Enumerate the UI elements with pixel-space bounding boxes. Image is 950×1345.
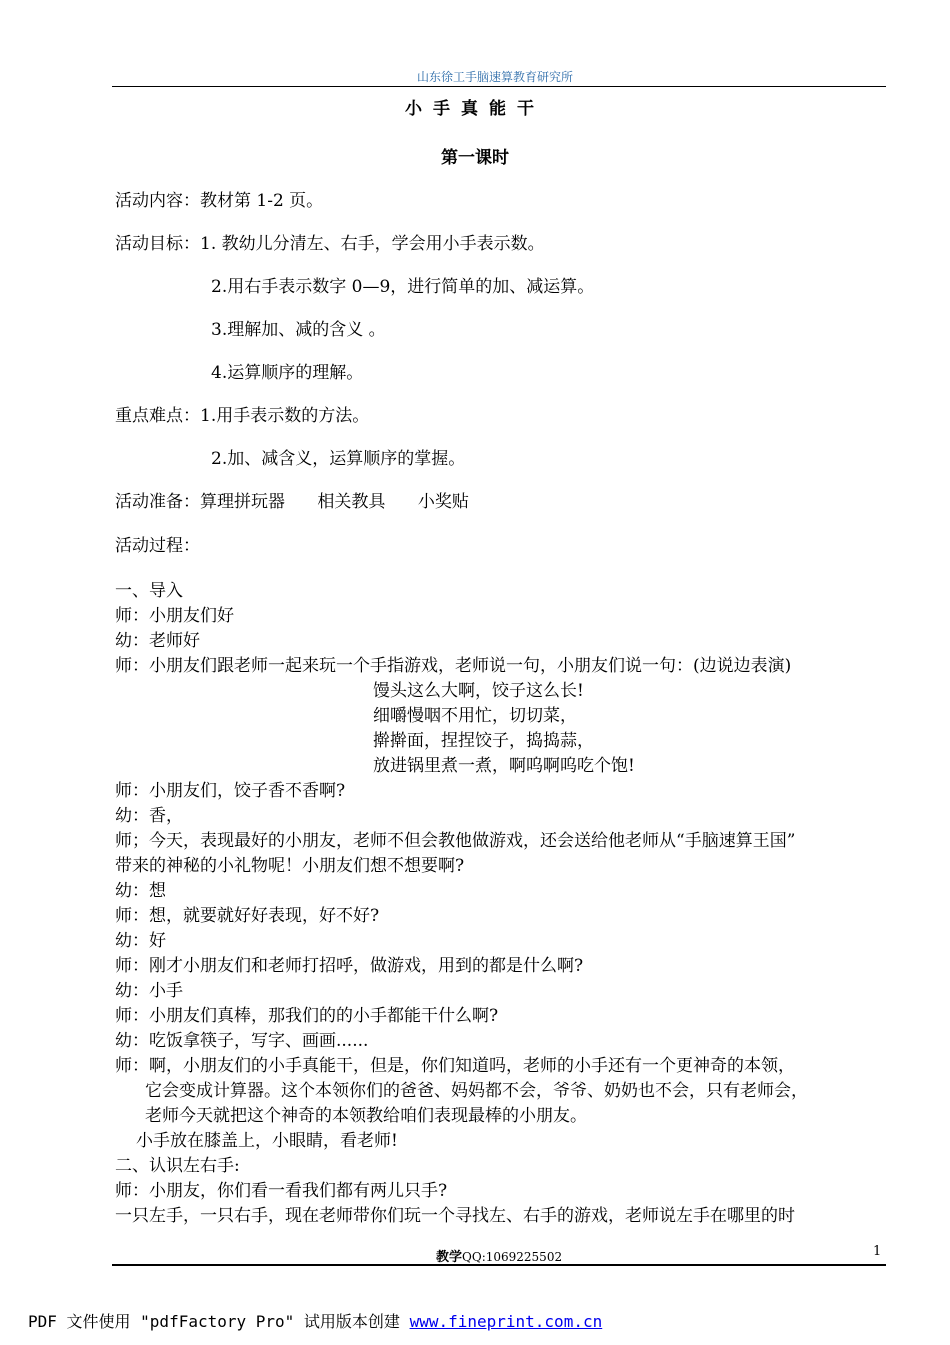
header-org: 山东徐工手脑速算教育研究所 [416,70,573,84]
dialogue-line: 师：小朋友们真棒，那我们的的小手都能干什么啊? [115,1006,499,1026]
footer-qq: QQ:1069225502 [462,1250,563,1264]
dialogue-line: 师：啊，小朋友们的小手真能干，但是，你们知道吗，老师的小手还有一个更神奇的本领， [115,1056,795,1076]
activity-process: 活动过程： [115,536,200,556]
dialogue-line: 幼：吃饭拿筷子，写字、画画...... [115,1031,369,1051]
dialogue-line: 一、导入 [115,581,183,601]
key-point-1: 重点难点：1.用手表示数的方法。 [115,406,370,426]
dialogue-line: 幼：想 [115,881,166,901]
activity-content: 活动内容：教材第 1-2 页。 [115,191,324,211]
rhyme-line: 馒头这么大啊，饺子这么长! [373,681,584,701]
dialogue-line: 师：刚才小朋友们和老师打招呼，做游戏，用到的都是什么啊? [115,956,584,976]
dialogue-line: 师：小朋友们，饺子香不香啊? [115,781,346,801]
page-title: 小手真能干 [405,99,545,119]
watermark-text: PDF 文件使用 "pdfFactory Pro" 试用版本创建 [28,1312,410,1331]
rhyme-line: 擀擀面，捏捏饺子，捣捣蒜， [373,731,594,751]
dialogue-line: 师；今天，表现最好的小朋友，老师不但会教他做游戏，还会送给他老师从“手脑速算王国” [115,831,796,851]
dialogue-line: 二、认识左右手: [115,1156,240,1176]
dialogue-line: 师：小朋友，你们看一看我们都有两儿只手? [115,1181,448,1201]
dialogue-line: 幼：好 [115,931,166,951]
dialogue-line: 带来的神秘的小礼物呢！小朋友们想不想要啊? [115,856,465,876]
goal-1: 活动目标：1. 教幼儿分清左、右手，学会用小手表示数。 [115,234,545,254]
watermark-link[interactable]: www.fineprint.com.cn [409,1312,603,1331]
dialogue-line: 幼：香， [115,806,183,826]
dialogue-line: 老师今天就把这个神奇的本领教给咱们表现最棒的小朋友。 [145,1106,587,1126]
dialogue-line: 小手放在膝盖上，小眼睛，看老师! [136,1131,398,1151]
rhyme-line: 细嚼慢咽不用忙，切切菜， [373,706,577,726]
goal-2: 2.用右手表示数字 0—9，进行简单的加、减运算。 [211,277,595,297]
dialogue-line: 一只左手，一只右手，现在老师带你们玩一个寻找左、右手的游戏，老师说左手在哪里的时 [115,1206,795,1226]
header-rule [112,86,886,87]
dialogue-line: 师：小朋友们好 [115,606,234,626]
dialogue-line: 幼：小手 [115,981,183,1001]
key-point-2: 2.加、减含义，运算顺序的掌握。 [211,449,466,469]
goal-3: 3.理解加、减的含义 。 [211,320,386,340]
goal-4: 4.运算顺序的理解。 [211,363,364,383]
dialogue-line: 师：小朋友们跟老师一起来玩一个手指游戏，老师说一句，小朋友们说一句：(边说边表演) [115,656,792,676]
footer-label: 教学 [436,1250,463,1265]
page-number: 1 [873,1244,882,1259]
dialogue-line: 幼：老师好 [115,631,200,651]
rhyme-line: 放进锅里煮一煮，啊呜啊呜吃个饱! [373,756,635,776]
footer-rule [112,1264,886,1266]
dialogue-line: 它会变成计算器。这个本领你们的爸爸、妈妈都不会，爷爷、奶奶也不会，只有老师会， [145,1081,808,1101]
pdf-watermark [28,1309,602,1332]
dialogue-line: 师：想，就要就好好表现，好不好? [115,906,380,926]
lesson-title: 第一课时 [441,148,509,168]
footer-contact [436,1246,562,1265]
activity-prep: 活动准备：算理拼玩器 相关教具 小奖贴 [115,492,469,512]
